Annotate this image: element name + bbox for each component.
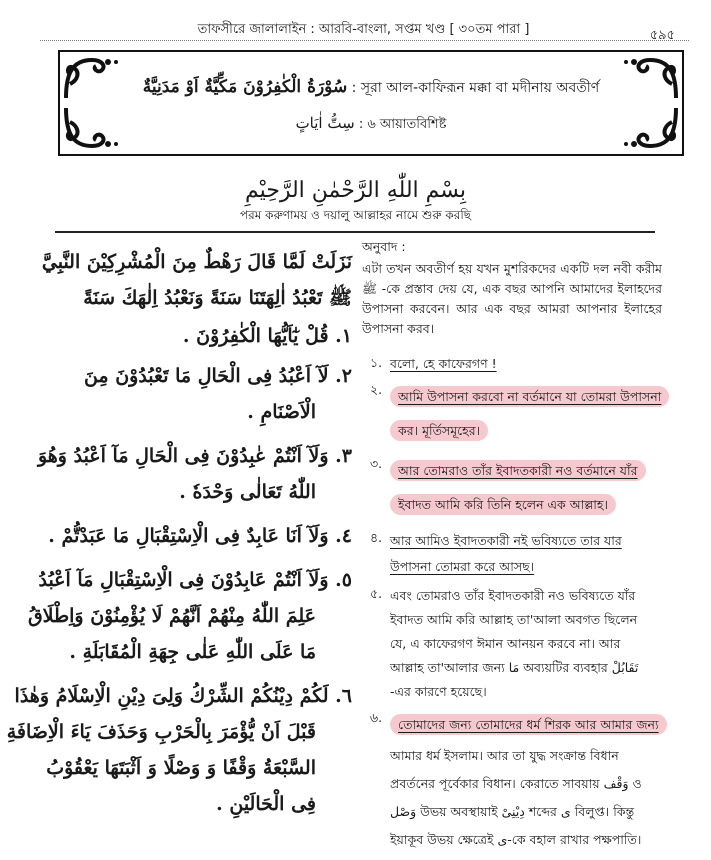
arabic-verse-4: ٤. وَلَآ اَنَا عَابِدٌ فِى الْاِسْتِقْبَالِ مَا عَبَدْتُّمْ . xyxy=(48,525,352,547)
verse-line: প্রবর্তনের পূর্বেকার বিধান। কেরাতে সাবয়ায় وَقْف ও xyxy=(390,776,642,791)
surah-arabic-name: سُوْرَةُ الْكٰفِرُوْنَ مَكِّيَّةٌ اَوْ مَدَنِيَّةٌ xyxy=(142,77,348,97)
arabic-verse-2: ٢. لَآ اَعْبُدُ فِى الْحَالِ مَا تَعْبُدُوْنَ مِنَ xyxy=(83,365,352,387)
translation-verse-6 xyxy=(362,708,662,854)
arabic-verse-5: ٥. وَلَآ اَنْتُمْ عَابِدُوْنَ فِى الْاِسْتِقْبَالِ مَآ اَعْبُدُ xyxy=(38,569,352,591)
translation-verse-3 xyxy=(362,454,662,522)
highlighted-line: আমি উপাসনা করবো না বর্তমানে যা তোমরা উপাসনা xyxy=(390,386,669,407)
surah-bangla-desc: : সূরা আল-কাফিরূন মক্কা বা মদীনায় অবতীর্ণ xyxy=(351,80,600,96)
arabic-verse-3-cont: اللّٰهُ تَعَالٰى وَحْدَهٗ . xyxy=(179,481,316,503)
verse-line: ইবাদত আমি করি আল্লাহ তা'আলা অবগত ছিলেন xyxy=(390,612,638,627)
translation-column xyxy=(362,237,662,854)
surah-header-frame xyxy=(58,50,684,156)
arabic-verse-6: ٦. لَكُمْ دِيْنُكُمْ الشِّرْكُ وَلِىَ دِيْنِ الْاِسْلَامُ وَهٰذَا xyxy=(14,685,352,707)
highlighted-line: আর তোমরাও তাঁর ইবাদতকারী নও বর্তমানে যাঁর xyxy=(390,460,646,481)
arabic-verse-6-cont: قَبْلَ اَنْ يُّؤْمَرَ بِالْحَرْبِ وَحَذَفَ يَاءَ الْاِضَافَةِ xyxy=(6,721,316,743)
bismillah-translation: পরম করুণাময় ও দয়ালু আল্লাহর নামে শুরু করছি xyxy=(239,208,472,222)
verse-line: وَصْل উভয় অবস্থায়াই دِيْنِىْ শব্দের ى বিলুপ্ত। কিন্তু xyxy=(390,804,635,819)
arabic-verse-3: ٣. وَلَآ اَنْتُمْ عٰبِدُوْنَ فِى الْحَالِ مَآ اَعْبُدُ وَهُوَ xyxy=(37,445,352,467)
verse-number: ৪. xyxy=(370,530,383,545)
arabic-verse-1: ١. قُلْ يٰٓاَيُّهَا الْكٰفِرُوْنَ . xyxy=(182,325,352,347)
translation-verse-5 xyxy=(362,584,662,704)
translation-intro: এটা তখন অবতীর্ণ হয় যখন মুশরিকদের একটি দল নবী করীম ﷺ -কে প্রস্তাব দেয় যে, এক বছর আপনি আমাদের ইলাহদের উপাসনা করবেন। আর এক বছর আমরা আপনার ইলাহের উপাসনা করব। xyxy=(362,261,662,336)
highlighted-line: কর। মূর্তিসমূহের। xyxy=(390,420,488,441)
arabic-verse-5-cont: عَلِمَ اللّٰهُ مِنْهُمْ اَنَّهُمْ لَا يُؤْمِنُوْنَ وَاِطْلَاقُ xyxy=(27,605,316,627)
verse-line: এবং তোমরাও তাঁর ইবাদতকারী নও ভবিষ্যতে যাঁর xyxy=(390,588,636,603)
translation-verse-2 xyxy=(362,380,662,448)
section-divider xyxy=(55,231,655,233)
arabic-intro-line: ﷺ تَعْبُدُ اٰلِهَتَنَا سَنَةً وَنَعْبُدُ اِلٰهَكَ سَنَةً xyxy=(83,287,352,309)
verse-line: আমার ধর্ম ইসলাম। আর তা যুদ্ধ সংক্রান্ত বিধান xyxy=(390,748,619,763)
surah-ayat-count xyxy=(60,114,682,136)
verse-line: ইয়াকূব উভয় ক্ষেত্রেই ى-কে বহাল রাখার পক্ষপাতি। xyxy=(390,832,642,847)
translation-heading: অনুবাদ : xyxy=(362,239,406,254)
verse-line: যে, এ কাফেরগণ ঈমান আনয়ন করবে না। আর xyxy=(390,636,621,651)
arabic-verse-2-cont: الْاَصْنَامِ . xyxy=(247,401,316,423)
book-title: তাফসীরে জালালাইন : আরবি-বাংলা, সপ্তম খণ্ড [ ৩০তম পারা ] xyxy=(197,22,530,37)
verse-line: উপাসনা তোমরা করে আসছ। xyxy=(390,559,535,574)
surah-title xyxy=(60,76,682,100)
verse-line: আর আমিও ইবাদতকারী নই ভবিষ্যতে তার যার xyxy=(390,533,622,548)
verse-number: ৬. xyxy=(370,710,383,725)
highlighted-line: ইবাদত আমি করি তিনি হলেন এক আল্লাহ। xyxy=(390,494,616,515)
verse-line: -এর কারণে হয়েছে। xyxy=(390,684,487,699)
bismillah-arabic: بِسْمِ اللّٰهِ الرَّحْمٰنِ الرَّحِيْمِ xyxy=(244,178,467,203)
highlighted-line: তোমাদের জন্য তোমাদের ধর্ম শিরক আর আমার জন্য xyxy=(390,714,667,735)
translation-verse-4 xyxy=(362,528,662,580)
arabic-verse-6-cont: فِى الْحَالَيْنِ . xyxy=(216,793,316,815)
verse-number: ৩. xyxy=(370,456,383,471)
arabic-verse-6-cont: السَّبْعَةُ وَقْفًا وَ وَصْلًا وَ اَثْبَتَهَا يَعْقُوْبُ xyxy=(46,757,316,779)
ayat-bangla: : ৬ আয়াতবিশিষ্ট xyxy=(358,117,447,132)
translation-verse-1 xyxy=(362,353,662,374)
ayat-arabic: سِتُّ اٰيَاتٍ xyxy=(295,114,355,132)
verse-number: ২. xyxy=(370,382,383,397)
verse-line: বলো, হে কাফেরগণ ! xyxy=(390,356,497,371)
verse-number: ৫. xyxy=(370,586,383,601)
arabic-text-column xyxy=(6,240,352,822)
verse-line: আল্লাহ তা'আলার জন্য مَا অব্যয়টির ব্যবহার تَقَابُلْ xyxy=(390,660,639,675)
verse-number: ১. xyxy=(370,355,383,370)
arabic-intro-line: نَزَلَتْ لَمَّا قَالَ رَهْطٌ مِنَ الْمُشْرِكِيْنَ النَّبِيَّ xyxy=(41,251,352,273)
page-number: ৫৯৫ xyxy=(649,28,675,43)
header-divider xyxy=(40,40,689,41)
arabic-verse-5-cont: مَا عَلَى اللّٰهِ عَلٰى جِهَةِ الْمُقَابَلَةِ . xyxy=(69,641,316,663)
running-head xyxy=(40,18,687,43)
